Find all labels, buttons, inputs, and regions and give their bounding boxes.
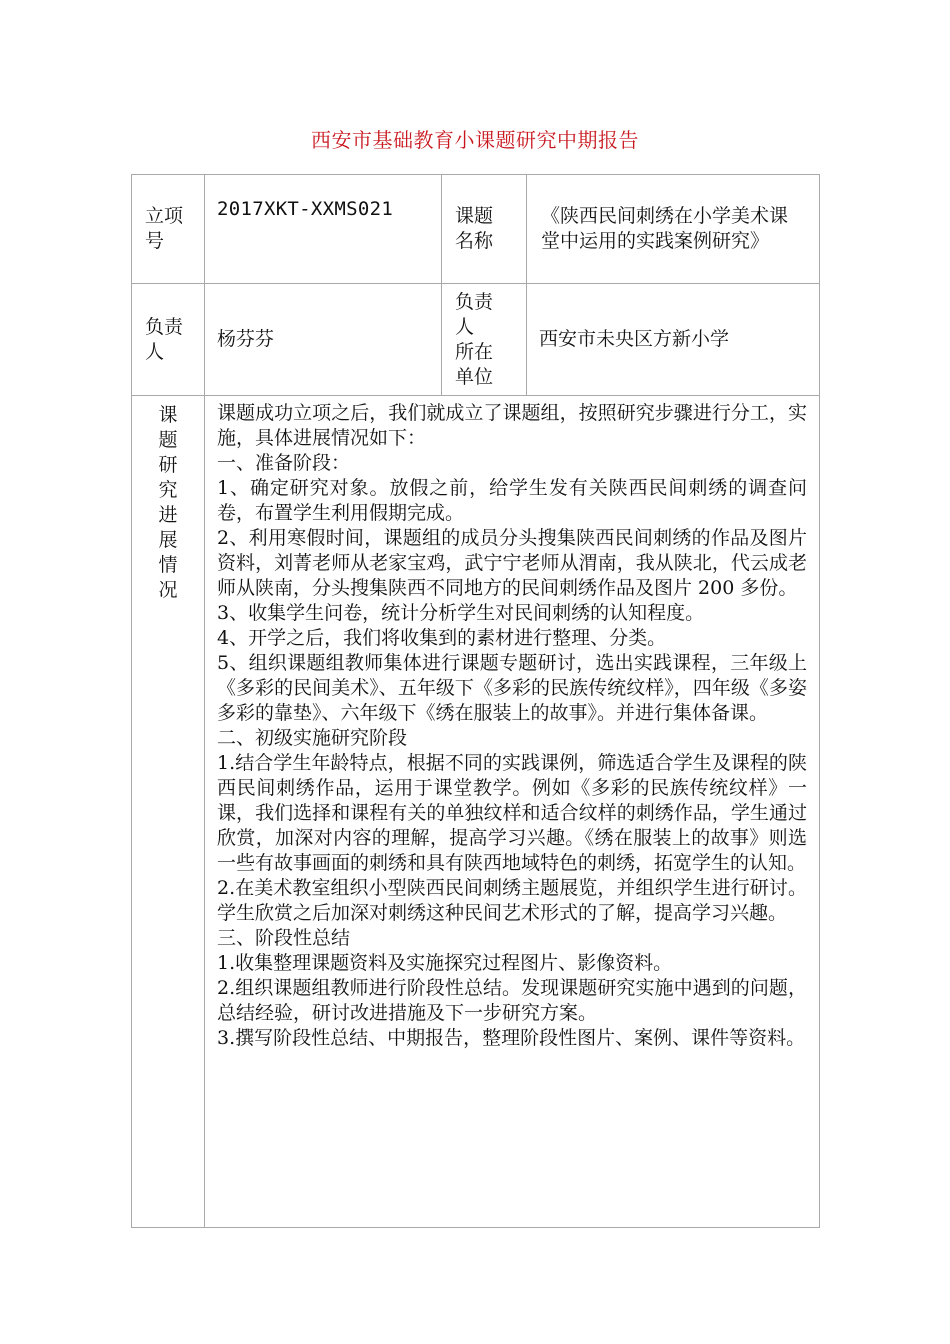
topic-name-value: 《陕西民间刺绣在小学美术课堂中运用的实践案例研究》 [527, 175, 820, 284]
progress-paragraph: 1.结合学生年龄特点，根据不同的实践课例，筛选适合学生及课程的陕西民间刺绣作品，运用于课堂教学。例如《多彩的民族传统纹样》一课，我们选择和课程有关的单独纹样和适合纹样的刺绣作品，学生通过欣赏，加深对内容的理解，提高学习兴趣。《绣在服装上的故事》则选一些有故事画面的刺绣和具有陕西地域特色的刺绣，拓宽学生的认知。 [217, 752, 807, 874]
progress-paragraph: 4、开学之后，我们将收集到的素材进行整理、分类。 [217, 627, 667, 649]
leader-label: 负责 人 [132, 284, 205, 396]
progress-paragraph: 1.收集整理课题资料及实施探究过程图片、影像资料。 [217, 952, 673, 974]
report-table [131, 174, 820, 1228]
progress-paragraph: 2.组织课题组教师进行阶段性总结。发现课题研究实施中遇到的问题，总结经验，研讨改进措施及下一步研究方案。 [217, 977, 807, 1024]
progress-paragraph: 1、确定研究对象。放假之前，给学生发有关陕西民间刺绣的调查问卷，布置学生利用假期完成。 [217, 477, 807, 524]
document-title: 西安市基础教育小课题研究中期报告 [311, 128, 639, 152]
leader-unit-value: 西安市未央区方新小学 [527, 284, 820, 396]
progress-paragraph: 3、收集学生问卷，统计分析学生对民间刺绣的认知程度。 [217, 602, 705, 624]
project-number-value: 2017XKT-XXMS021 [205, 175, 442, 284]
section-heading-summary: 三、阶段性总结 [217, 927, 351, 949]
leader-unit-label: 负责 人 所在 单位 [442, 284, 527, 396]
progress-paragraph: 2、利用寒假时间，课题组的成员分头搜集陕西民间刺绣的作品及图片资料，刘菁老师从老家宝鸡，武宁宁老师从渭南，我从陕北，代云成老师从陕南，分头搜集陕西不同地方的民间刺绣作品及图片 200 多份。 [217, 527, 807, 599]
leader-value: 杨芬芬 [205, 284, 442, 396]
progress-paragraph: 5、组织课题组教师集体进行课题专题研讨，选出实践课程，三年级上《多彩的民间美术》、五年级下《多彩的民族传统纹样》，四年级《多姿多彩的靠垫》、六年级下《绣在服装上的故事》。并进行集体备课。 [217, 652, 807, 724]
topic-name-label: 课题 名称 [442, 175, 527, 284]
section-heading-preparation: 一、准备阶段： [217, 452, 351, 474]
table-row [132, 284, 820, 396]
table-row [132, 175, 820, 284]
table-row [132, 396, 820, 1228]
progress-content [205, 396, 820, 1228]
progress-paragraph: 3.撰写阶段性总结、中期报告，整理阶段性图片、案例、课件等资料。 [217, 1027, 806, 1049]
section-heading-implementation: 二、初级实施研究阶段 [217, 727, 408, 749]
progress-label: 课 题 研 究 进 展 情 况 [132, 396, 205, 1228]
project-number-label: 立项 号 [132, 175, 205, 284]
progress-paragraph: 2.在美术教室组织小型陕西民间刺绣主题展览，并组织学生进行研讨。学生欣赏之后加深对刺绣这种民间艺术形式的了解，提高学习兴趣。 [217, 877, 807, 924]
progress-paragraph: 课题成功立项之后，我们就成立了课题组，按照研究步骤进行分工，实施，具体进展情况如下： [217, 402, 807, 449]
